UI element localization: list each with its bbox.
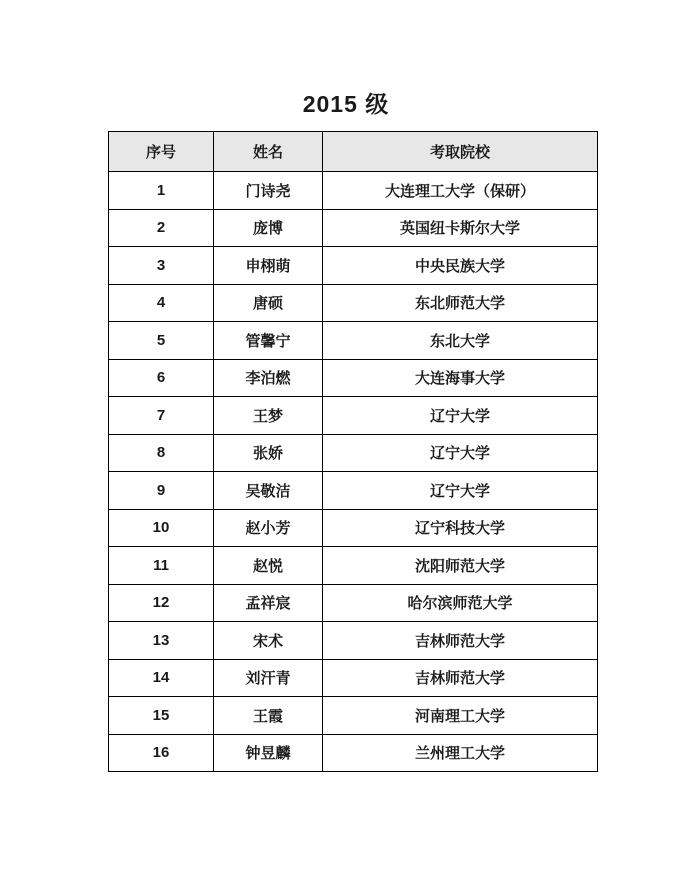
cell-school: 吉林师范大学 xyxy=(323,659,598,697)
cell-school: 吉林师范大学 xyxy=(323,622,598,660)
cell-no: 15 xyxy=(109,697,214,735)
cell-school: 哈尔滨师范大学 xyxy=(323,584,598,622)
cell-school: 辽宁大学 xyxy=(323,434,598,472)
cell-no: 2 xyxy=(109,209,214,247)
cell-name: 刘汗青 xyxy=(214,659,323,697)
cell-name: 吴敬洁 xyxy=(214,472,323,510)
table-row xyxy=(109,584,598,622)
table-row xyxy=(109,659,598,697)
cell-school: 东北师范大学 xyxy=(323,284,598,322)
cell-name: 赵小芳 xyxy=(214,509,323,547)
cell-no: 12 xyxy=(109,584,214,622)
table-row xyxy=(109,247,598,285)
cell-name: 门诗尧 xyxy=(214,172,323,210)
cell-no: 14 xyxy=(109,659,214,697)
cell-no: 13 xyxy=(109,622,214,660)
cell-name: 李泊燃 xyxy=(214,359,323,397)
table-row xyxy=(109,397,598,435)
table-row xyxy=(109,509,598,547)
table-row xyxy=(109,359,598,397)
table-row xyxy=(109,434,598,472)
table-row xyxy=(109,734,598,772)
admissions-table xyxy=(108,131,598,772)
cell-school: 辽宁大学 xyxy=(323,397,598,435)
cell-no: 10 xyxy=(109,509,214,547)
cell-name: 宋术 xyxy=(214,622,323,660)
cell-school: 大连海事大学 xyxy=(323,359,598,397)
cell-name: 孟祥宸 xyxy=(214,584,323,622)
page-title: 2015 级 xyxy=(302,91,390,117)
table-row xyxy=(109,322,598,360)
table-row xyxy=(109,547,598,585)
table-row xyxy=(109,172,598,210)
cell-name: 张娇 xyxy=(214,434,323,472)
cell-no: 9 xyxy=(109,472,214,510)
header-cell-school: 考取院校 xyxy=(323,132,598,172)
cell-school: 兰州理工大学 xyxy=(323,734,598,772)
cell-no: 7 xyxy=(109,397,214,435)
cell-no: 5 xyxy=(109,322,214,360)
cell-name: 钟昱麟 xyxy=(214,734,323,772)
cell-no: 3 xyxy=(109,247,214,285)
header-cell-no: 序号 xyxy=(109,132,214,172)
cell-name: 管馨宁 xyxy=(214,322,323,360)
cell-no: 6 xyxy=(109,359,214,397)
cell-school: 辽宁大学 xyxy=(323,472,598,510)
cell-name: 赵悦 xyxy=(214,547,323,585)
table-row xyxy=(109,284,598,322)
table-row xyxy=(109,472,598,510)
cell-school: 中央民族大学 xyxy=(323,247,598,285)
cell-no: 8 xyxy=(109,434,214,472)
cell-name: 申栩萌 xyxy=(214,247,323,285)
cell-school: 沈阳师范大学 xyxy=(323,547,598,585)
cell-school: 河南理工大学 xyxy=(323,697,598,735)
cell-name: 唐硕 xyxy=(214,284,323,322)
cell-school: 大连理工大学（保研） xyxy=(323,172,598,210)
table-row xyxy=(109,209,598,247)
cell-school: 英国纽卡斯尔大学 xyxy=(323,209,598,247)
table-row xyxy=(109,697,598,735)
cell-no: 1 xyxy=(109,172,214,210)
cell-no: 4 xyxy=(109,284,214,322)
cell-no: 11 xyxy=(109,547,214,585)
cell-name: 王梦 xyxy=(214,397,323,435)
table-row xyxy=(109,622,598,660)
cell-school: 辽宁科技大学 xyxy=(323,509,598,547)
table-header-row xyxy=(109,132,598,172)
header-cell-name: 姓名 xyxy=(214,132,323,172)
cell-no: 16 xyxy=(109,734,214,772)
cell-school: 东北大学 xyxy=(323,322,598,360)
cell-name: 庞博 xyxy=(214,209,323,247)
cell-name: 王霞 xyxy=(214,697,323,735)
